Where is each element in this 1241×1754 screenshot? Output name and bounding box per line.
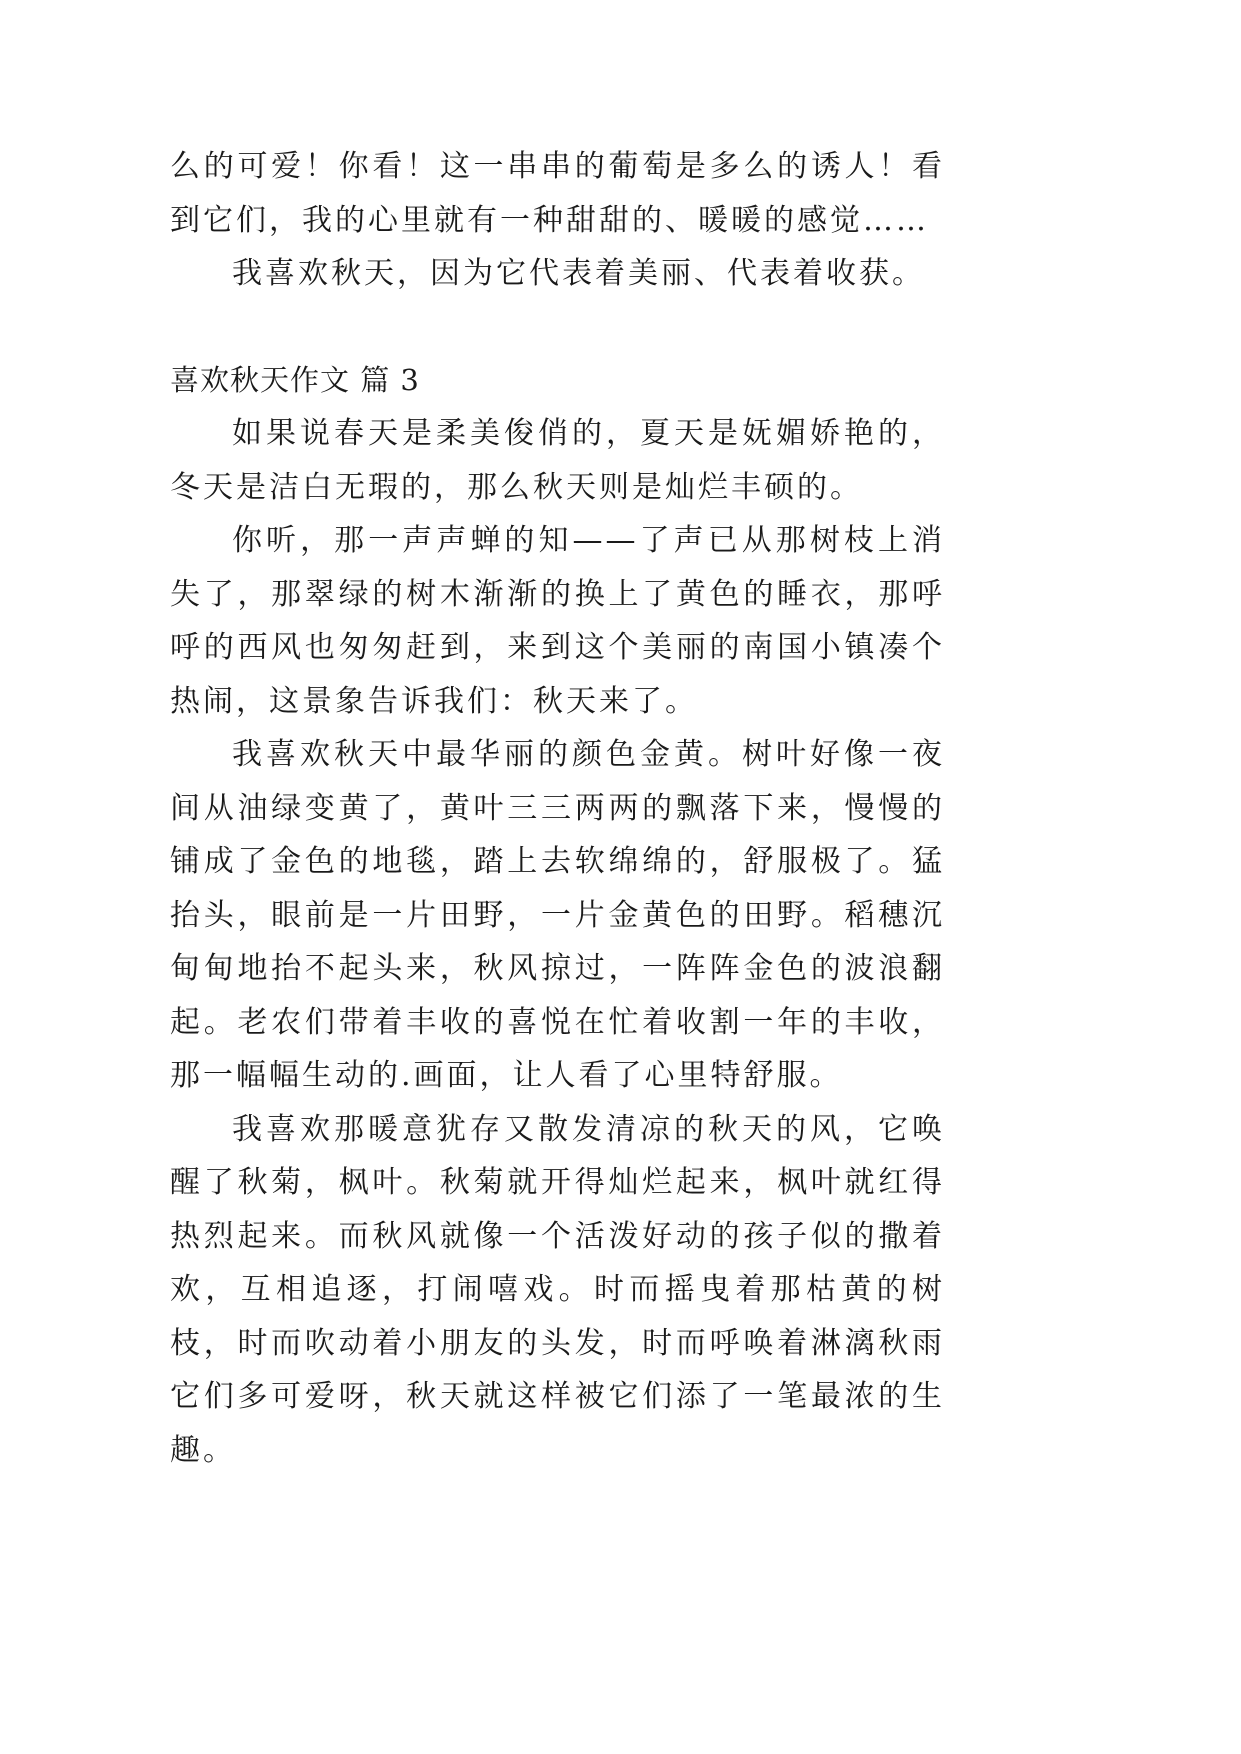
paragraph: 么的可爱！你看！这一串串的葡萄是多么的诱人！看到它们，我的心里就有一种甜甜的、暖暖的感觉……	[170, 149, 945, 238]
paragraph: 我喜欢秋天，因为它代表着美丽、代表着收获。	[232, 256, 925, 291]
paragraph: 我喜欢秋天中最华丽的颜色金黄。树叶好像一夜间从油绿变黄了，黄叶三三两两的飘落下来，慢慢的铺成了金色的地毯，踏上去软绵绵的，舒服极了。猛抬头，眼前是一片田野，一片金黄色的田野。稻穗沉甸甸地抬不起头来，秋风掠过，一阵阵金色的波浪翻起。老农们带着丰收的喜悦在忙着收割一年的丰收，那一幅幅生动的.画面，让人看了心里特舒服。	[170, 737, 945, 1093]
paragraph: 我喜欢那暖意犹存又散发清凉的秋天的风，它唤醒了秋菊，枫叶。秋菊就开得灿烂起来，枫叶就红得热烈起来。而秋风就像一个活泼好动的孩子似的撒着欢，互相追逐，打闹嘻戏。时而摇曳着那枯黄的树枝，时而吹动着小朋友的头发，时而呼唤着淋漓秋雨它们多可爱呀，秋天就这样被它们添了一笔最浓的生趣。	[170, 1111, 945, 1468]
section-title: 喜欢秋天作文 篇 3	[170, 362, 420, 397]
paragraph: 你听，那一声声蝉的知——了声已从那树枝上消失了，那翠绿的树木渐渐的换上了黄色的睡衣，那呼呼的西风也匆匆赶到，来到这个美丽的南国小镇凑个热闹，这景象告诉我们：秋天来了。	[170, 523, 945, 719]
document-page	[170, 140, 945, 1477]
paragraph: 如果说春天是柔美俊俏的，夏天是妩媚娇艳的，冬天是洁白无瑕的，那么秋天则是灿烂丰硕的。	[170, 416, 945, 505]
